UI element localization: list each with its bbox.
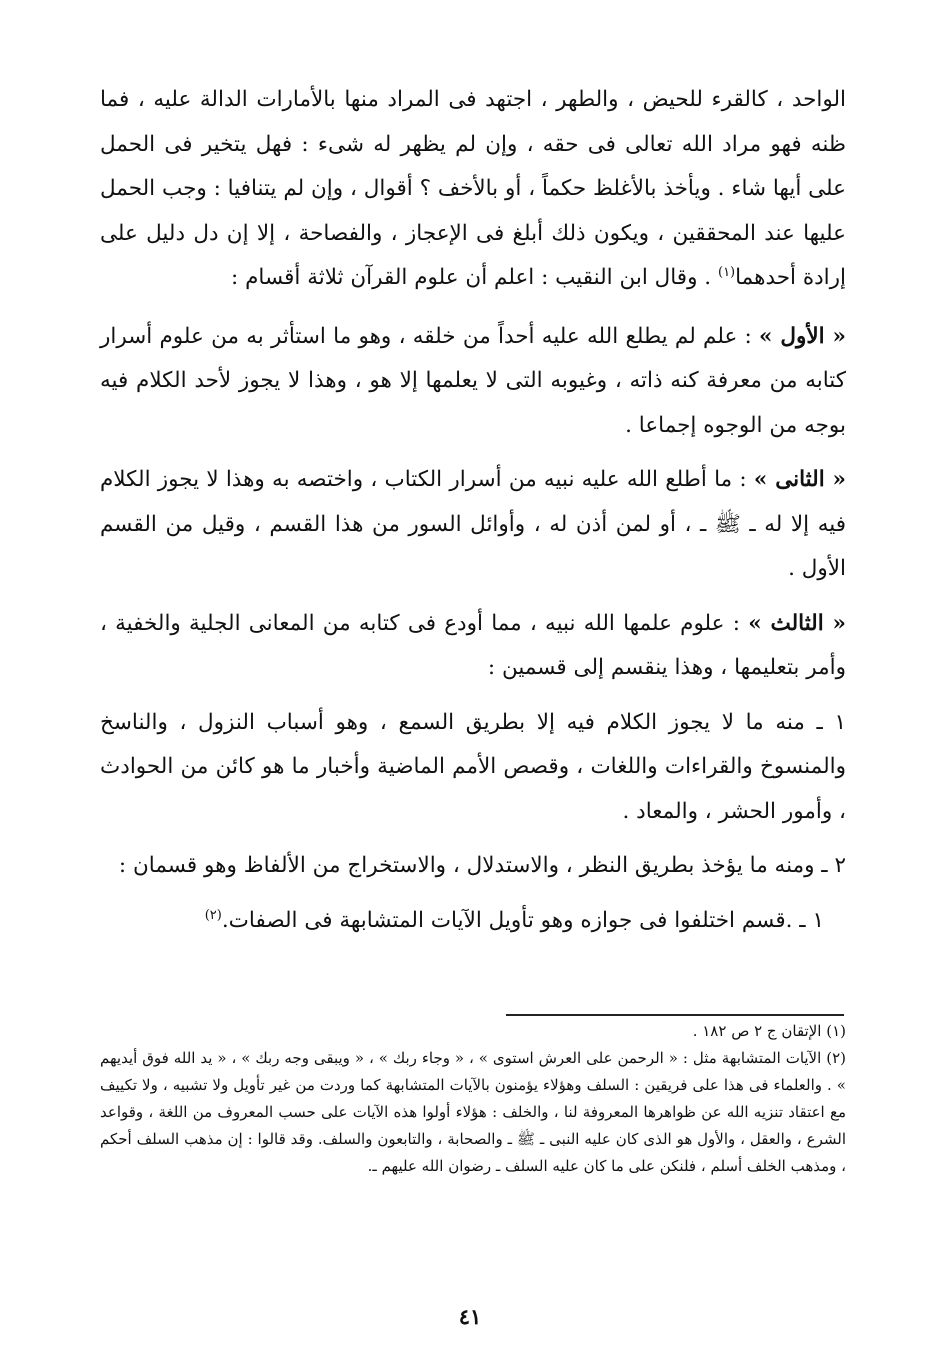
sub-item-text: ١ ـ .قسم اختلفوا فى جوازه وهو تأويل الآيات المتشابهة فى الصفات. xyxy=(221,907,824,933)
footnote-2: (٢) الآيات المتشابهة مثل : « الرحمن على العرش استوى » ، « وجاء ربك » ، « ويبقى وجه ربك » ، « يد الله فوق أيديهم » . والعلماء فى هذا على فريقين : السلف وهؤلاء يؤمنون بالآيات المتشابهة كما وردت من غير تأويل ولا تشبيه ، ولا تكييف مع اعتقاد تنزيه الله عن ظواهرها المعروفة لنا ، والخلف : هؤلاء أولوا هذه الآيات على حسب المعروف من اللغة ، وقواعد الشرع ، والعقل ، والأول هو الذى كان عليه النبى ـ ﷺ ـ والصحابة ، والتابعون والسلف. وقد قالوا : إن مذهب السلف أحكم ، ومذهب الخلف أسلم ، فلنكن على ما كان عليه السلف ـ رضوان الله عليهم ـ. xyxy=(100,1049,846,1175)
first-text: : علم لم يطلع الله عليه أحداً من خلقه ، وهو ما استأثر به من علوم أسرار كتابه من معرفة كنه ذاته ، وغيوبه التى لا يعلمها إلا هو ، وهذا لا يجوز لأحد الكلام فيه بوجه من الوجوه إجماعا . xyxy=(100,323,846,438)
intro-tail: . وقال ابن النقيب : اعلم أن علوم القرآن ثلاثة أقسام : xyxy=(231,265,712,290)
third-label: « الثالث » xyxy=(748,610,846,636)
third-section xyxy=(100,602,846,691)
list-item-2: ٢ ـ ومنه ما يؤخذ بطريق النظر ، والاستدلال ، والاستخراج من الألفاظ وهو قسمان : xyxy=(118,853,846,878)
footnote-divider xyxy=(506,1014,844,1016)
second-text: : ما أطلع الله عليه نبيه من أسرار الكتاب ، واختصه به وهذا لا يجوز الكلام فيه إلا له ـ ﷺ ـ ، أو لمن أذن له ، وأوائل السور من هذا القسم ، وقيل من القسم الأول . xyxy=(100,467,846,581)
sub-item-1 xyxy=(100,899,846,944)
second-section xyxy=(100,458,846,592)
first-label: « الأول » xyxy=(759,323,846,349)
page-number: ٤١ xyxy=(458,1304,482,1329)
footnotes xyxy=(100,1018,846,1180)
footnote-ref-2: (٢) xyxy=(204,907,222,923)
intro-paragraph xyxy=(100,78,846,301)
list-item-1: ١ ـ منه ما لا يجوز الكلام فيه إلا بطريق السمع ، وهو أسباب النزول ، والناسخ والمنسوخ والقراءات واللغات ، وقصص الأمم الماضية وأخبار ما هو كائن من الحوادث ، وأمور الحشر ، والمعاد . xyxy=(100,709,846,824)
intro-text: الواحد ، كالقرء للحيض ، والطهر ، اجتهد فى المراد منها بالأمارات الدالة عليه ، فما ظنه فهو مراد الله تعالى فى حقه ، وإن لم يظهر له شىء : فهل يتخير فى الحمل على أيها شاء . ويأخذ بالأغلظ حكماً ، أو بالأخف ؟ أقوال ، وإن لم يتنافيا : وجب الحمل عليها عند المحققين ، ويكون ذلك أبلغ فى الإعجاز ، والفصاحة ، إلا إن دل دليل على إرادة أحدهما xyxy=(100,87,846,290)
second-label: « الثانى » xyxy=(753,467,846,492)
page-body xyxy=(100,78,846,953)
footnote-ref-1: (١) xyxy=(717,264,736,280)
first-section xyxy=(100,315,846,449)
third-text: : علوم علمها الله نبيه ، مما أودع فى كتابه من المعانى الجلية والخفية ، وأمر بتعليمها ، وهذا ينقسم إلى قسمين : xyxy=(100,610,846,680)
footnote-1: (١) الإتقان ج ٢ ص ١٨٢ . xyxy=(692,1022,846,1040)
